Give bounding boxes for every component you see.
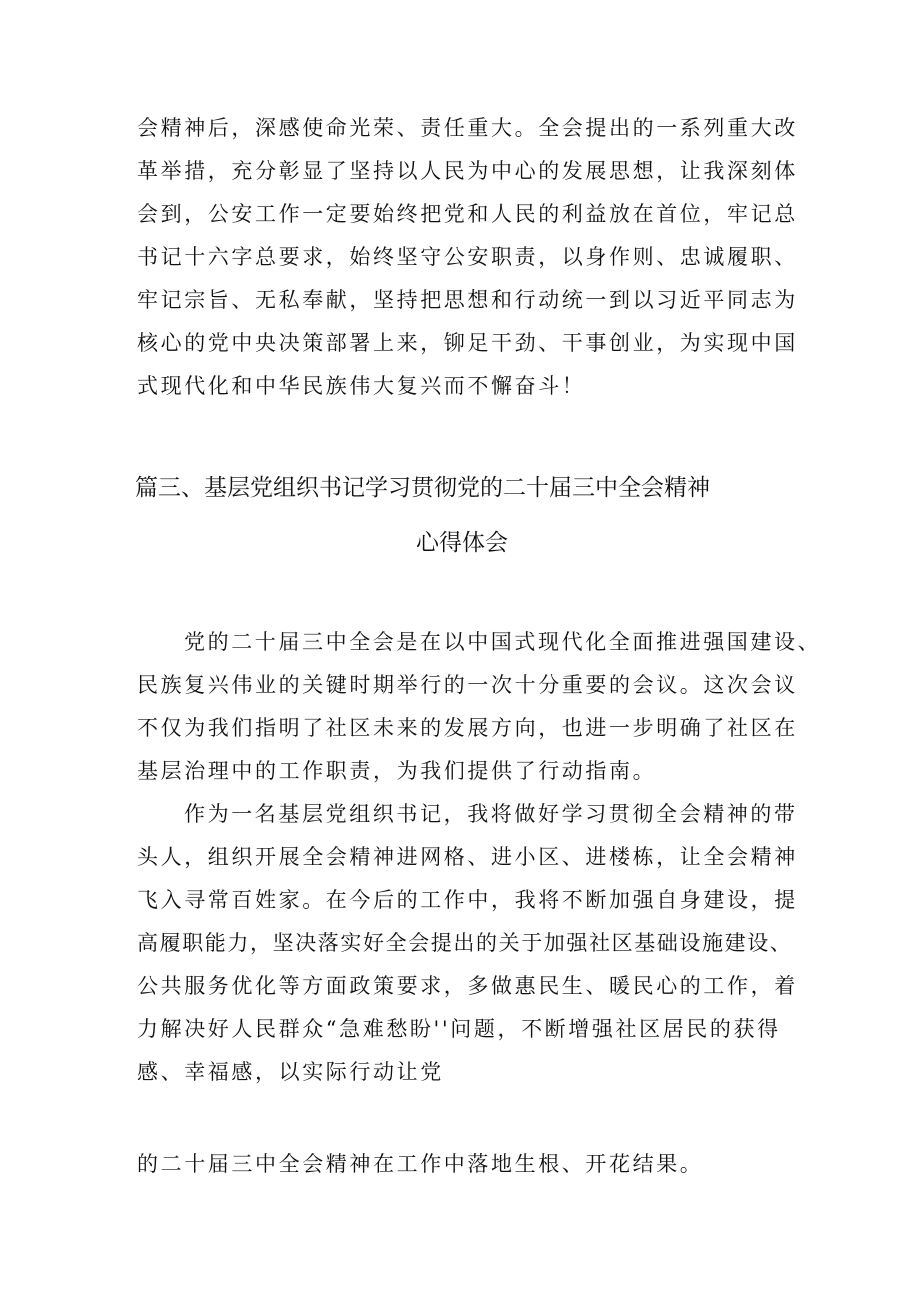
section-title: 篇三、基层党组织书记学习贯彻党的二十届三中全会精神 (135, 475, 710, 501)
section-title-continued: 心得体会 (416, 530, 508, 556)
text-line: 书记十六字总要求，始终坚守公安职责，以身作则、忠诚履职、 (137, 245, 798, 269)
text-line: 感、幸福感，以实际行动让党 (137, 1060, 444, 1084)
text-line: 高履职能力，坚决落实好全会提出的关于加强社区基础设施建设、 (137, 931, 793, 955)
text-line: 牢记宗旨、无私奉献，坚持把思想和行动统一到以习近平同志为 (137, 288, 798, 312)
text-line: 飞入寻常百姓家。在今后的工作中，我将不断加强自身建设，提 (137, 888, 798, 912)
text-line: 核心的党中央决策部署上来，铆足干劲、干事创业，为实现中国 (137, 331, 798, 355)
text-line: 党的二十届三中全会是在以中国式现代化全面推进强国建设、 (184, 630, 822, 654)
text-line: 头人，组织开展全会精神进网格、进小区、进楼栋，让全会精神 (137, 845, 798, 869)
text-line: 作为一名基层党组织书记，我将做好学习贯彻全会精神的带 (184, 802, 798, 826)
text-line: 会到，公安工作一定要始终把党和人民的利益放在首位，牢记总 (137, 202, 798, 226)
final-line: 的二十届三中全会精神在工作中落地生根、开花结果。 (137, 1152, 704, 1176)
text-line: 力解决好人民群众“急难愁盼''问题，不断增强社区居民的获得 (137, 1017, 781, 1041)
text-line: 公共服务优化等方面政策要求，多做惠民生、暖民心的工作，着 (137, 974, 798, 998)
text-line: 基层治理中的工作职责，为我们提供了行动指南。 (137, 759, 657, 783)
text-line: 革举措，充分彰显了坚持以人民为中心的发展思想，让我深刻体 (137, 159, 798, 183)
text-line: 民族复兴伟业的关键时期举行的一次十分重要的会议。这次会议 (137, 673, 798, 697)
text-line: 会精神后，深感使命光荣、责任重大。全会提出的一系列重大改 (137, 116, 798, 140)
text-line: 式现代化和中华民族伟大复兴而不懈奋斗！ (137, 374, 586, 398)
text-line: 不仅为我们指明了社区未来的发展方向，也进一步明确了社区在 (137, 716, 798, 740)
